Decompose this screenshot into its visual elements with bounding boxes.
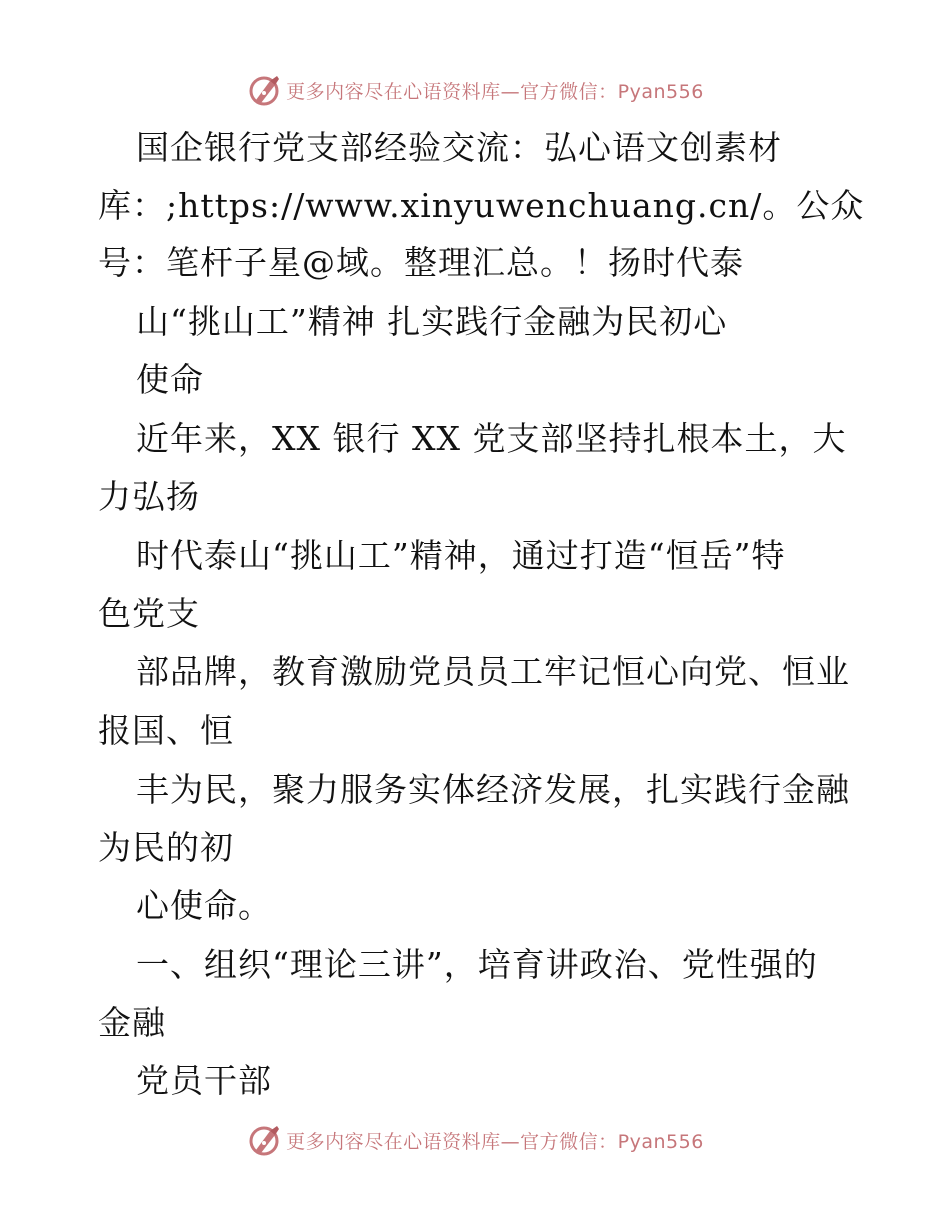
text-line: 部品牌，教育激励党员员工牢记恒心向党、恒业 <box>136 652 850 691</box>
text-line: 近年来，XX 银行 XX 党支部坚持扎根本土，大 <box>136 419 847 458</box>
header-banner-text: 更多内容尽在心语资料库—官方微信：Pyan556 <box>286 80 704 103</box>
footer-banner <box>0 1122 950 1158</box>
text-line: 丰为民，聚力服务实体经济发展，扎实践行金融 <box>136 770 850 809</box>
pen-nib-logo-icon <box>246 72 282 108</box>
text-line: 报国、恒 <box>98 711 234 750</box>
text-line: 金融 <box>98 1003 166 1042</box>
text-line: 国企银行党支部经验交流：弘心语文创素材 <box>136 128 782 167</box>
text-line: 力弘扬 <box>98 477 200 516</box>
text-line: 库：;https://www.xinyuwenchuang.cn/。公众 <box>98 186 865 225</box>
text-line: 使命 <box>136 360 204 399</box>
text-line: 为民的初 <box>98 828 234 867</box>
text-line: 一、组织“理论三讲”，培育讲政治、党性强的 <box>136 945 818 984</box>
text-line: 号：笔杆子星@域。整理汇总。！扬时代泰 <box>98 243 744 282</box>
pen-nib-logo-icon <box>246 1122 282 1158</box>
footer-banner-text: 更多内容尽在心语资料库—官方微信：Pyan556 <box>286 1130 704 1153</box>
text-line: 色党支 <box>98 594 200 633</box>
text-line: 党员干部 <box>136 1061 272 1100</box>
text-line: 心使命。 <box>136 886 272 925</box>
text-line: 山“挑山工”精神 扎实践行金融为民初心 <box>136 302 728 341</box>
text-line: 时代泰山“挑山工”精神，通过打造“恒岳”特 <box>136 536 786 575</box>
header-banner <box>0 72 950 108</box>
